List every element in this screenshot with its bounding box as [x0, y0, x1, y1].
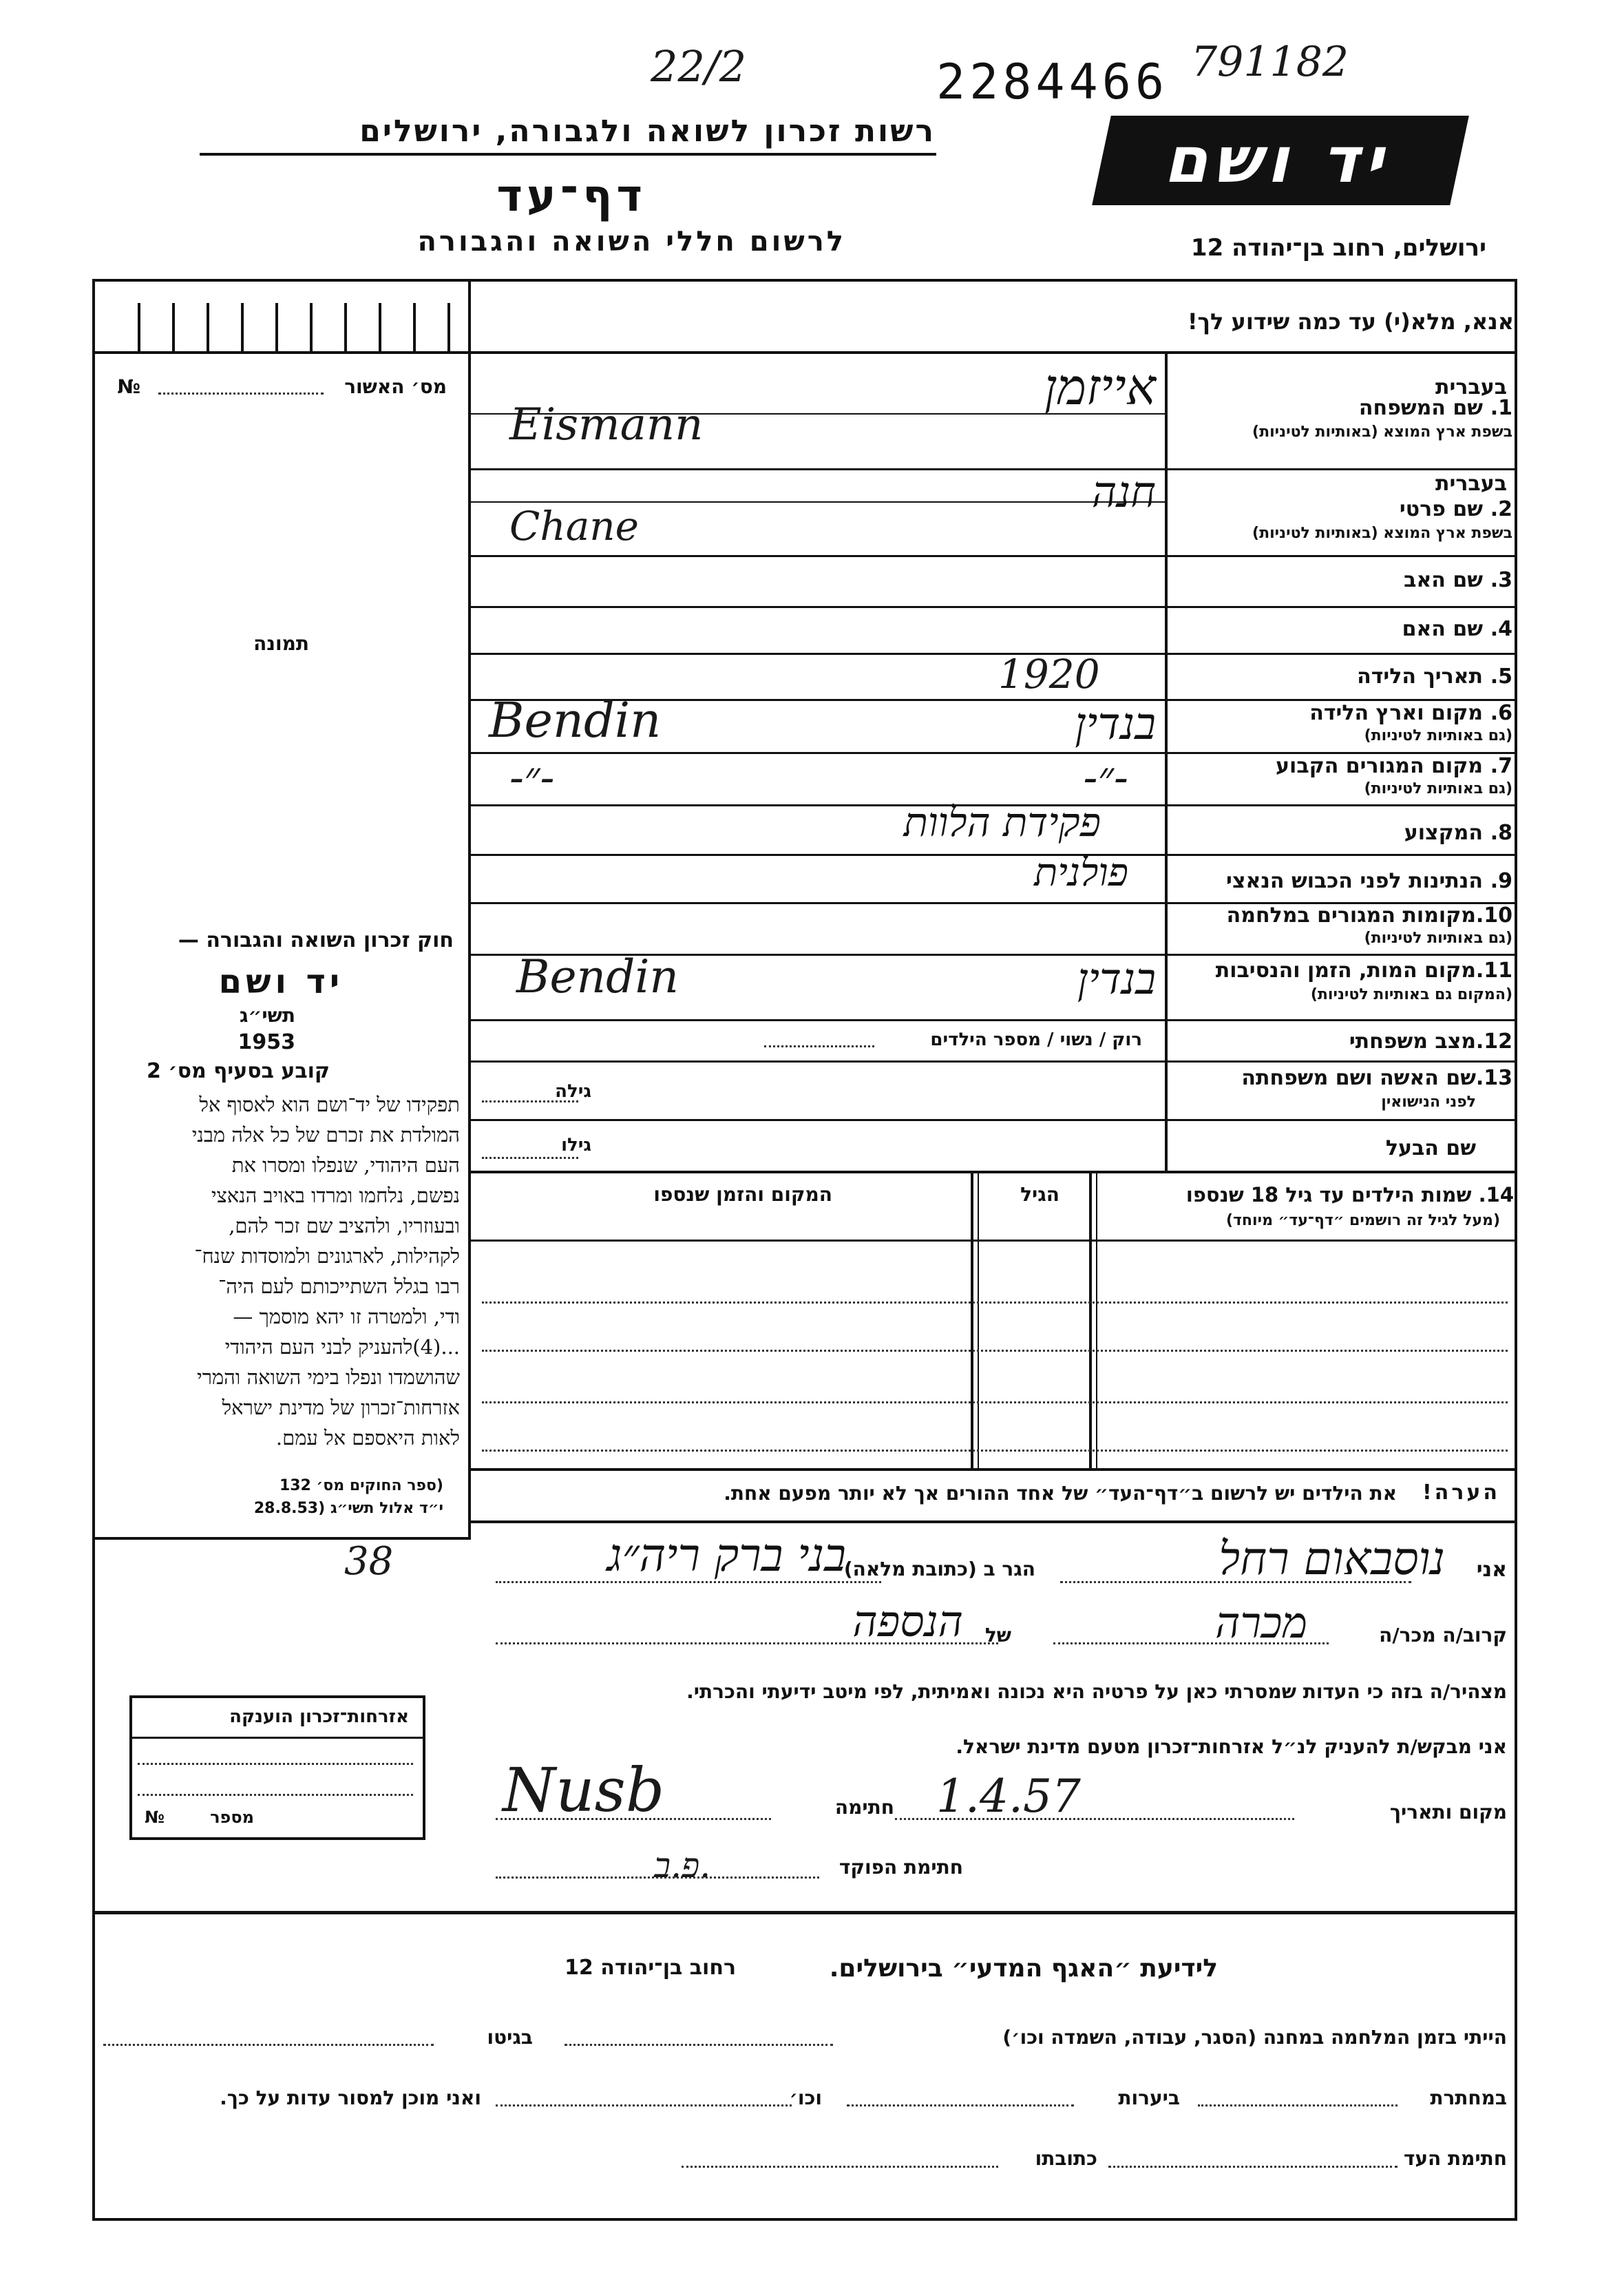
field-11-value-he[interactable]: בנדין — [1077, 954, 1156, 1004]
note-text: את הילדים יש לרשום ב״דף־העד״ של אחד ההורים אך לא יותר מפעם אחת. — [724, 1482, 1397, 1505]
law-line: ...(4)להעניק לבני העם היהודי — [224, 1335, 460, 1359]
children-col-age: הגיל — [1020, 1183, 1059, 1206]
footer-forests-line[interactable] — [847, 2104, 1074, 2106]
field-1-label: שם המשפחה — [1358, 396, 1483, 420]
law-source-date: י״ד אלול תשי״ג (28.8.53 — [253, 1500, 443, 1517]
record-number-handwritten: 791182 — [1191, 38, 1349, 86]
field-8-value[interactable]: פקידת הלוות — [903, 799, 1101, 846]
hebrew-label-2: בעברית — [1435, 472, 1507, 496]
place-date-label: מקום ותאריך — [1389, 1801, 1507, 1823]
signature-label: חתימה — [834, 1796, 894, 1819]
law-text — [98, 1089, 460, 1453]
record-number: 2284466 — [936, 54, 1169, 110]
footer-address-label: כתובתו — [1035, 2147, 1097, 2170]
field-6-value-he[interactable]: בנדין — [1075, 699, 1156, 750]
authority-name: רשות זכרון לשואה ולגבורה, ירושלים — [359, 114, 936, 149]
field-4-num: 4. — [1490, 617, 1512, 641]
field-2-value-latin[interactable]: Chane — [509, 503, 639, 550]
decl-of: של — [984, 1624, 1011, 1646]
field-5-value[interactable]: 1920 — [998, 651, 1100, 698]
law-line: ודי, ולמטרה זו יהא מוסמך — — [233, 1305, 460, 1328]
approval-no-symbol: № — [117, 375, 140, 398]
law-line: לאות היאספם אל עמם. — [275, 1426, 460, 1450]
husband-value: גילו — [561, 1135, 591, 1156]
children-col-divider-2b — [1096, 1171, 1097, 1470]
law-line: המולדת את זכרם של כל אלה מבני — [191, 1123, 460, 1147]
law-source: (ספר החוקים מס׳ 132 — [279, 1477, 443, 1494]
field-2-num: 2. — [1490, 497, 1512, 521]
children-header-divider — [471, 1240, 1517, 1242]
decl-residing: הגר ב (כתובת מלאה) — [843, 1558, 1035, 1580]
row-divider — [471, 468, 1517, 470]
field-7-value-latin[interactable]: -״- — [509, 752, 555, 802]
field-6-label: מקום וארץ הלידה — [1309, 701, 1483, 725]
field-1-value-he[interactable]: אייזמן — [1044, 358, 1156, 416]
field-12-value: רוק / נשוי / מספר הילדים — [930, 1029, 1142, 1050]
law-line: העם היהודי, שנפלו ומסרו את — [231, 1153, 460, 1177]
note-label: הערה! — [1422, 1481, 1500, 1505]
yad-vashem-logo: יד ושם — [1092, 116, 1469, 205]
field-13-label: שם האשה ושם משפחתה — [1241, 1066, 1476, 1090]
footer-heading: לידיעת ״האגף המדעי״ בירושלים. — [829, 1954, 1218, 1983]
field-9-label: הנתינות לפני הכבוש הנאצי — [1226, 869, 1483, 893]
row-divider — [471, 1119, 1517, 1121]
field-6-num: 6. — [1490, 701, 1512, 725]
footer-ready: ואני מוכן למסור עדות על כך. — [220, 2087, 481, 2109]
field-11-num: 11. — [1475, 959, 1512, 983]
field-10-sub: (גם באותיות לטיניות) — [1364, 930, 1512, 947]
field-11-value-latin[interactable]: Bendin — [516, 950, 679, 1003]
footer-address: רחוב בן־יהודה 12 — [565, 1956, 736, 1980]
law-year: 1953 — [238, 1030, 295, 1054]
field-2-label: שם פרטי — [1399, 497, 1483, 521]
field-11-label: מקום המות, הזמן והנסיבות — [1215, 959, 1476, 983]
decl-relative: קרוב/ה מכר/ה — [1379, 1624, 1507, 1646]
tick-strip — [96, 303, 468, 351]
approval-number-label: מס׳ האשור — [344, 375, 447, 398]
children-row-line[interactable] — [482, 1401, 1508, 1403]
children-sub: (מעל לגיל זה רושמים ״דף־עד״ מיוחד) — [1225, 1212, 1500, 1229]
field-9-num: 9. — [1490, 869, 1512, 893]
field-1-sub: בשפת ארץ המוצא (באותיות לטיניות) — [1252, 424, 1512, 441]
children-col-divider-1b — [978, 1171, 979, 1470]
children-label: 14. שמות הילדים עד גיל 18 שנספו — [1185, 1183, 1514, 1206]
declaration-date[interactable]: 1.4.57 — [936, 1770, 1081, 1823]
row-divider — [471, 1060, 1517, 1063]
footer-line1: הייתי בזמן המלחמה במחנה (הסגר, עבודה, השמדה וכו׳) — [1002, 2026, 1507, 2049]
children-col-place: המקום והזמן שנספו — [653, 1183, 832, 1206]
row-divider — [471, 1019, 1517, 1021]
footer-witness-sig-line[interactable] — [1108, 2166, 1398, 2168]
footer-etc-line[interactable] — [496, 2104, 792, 2106]
field-7-label: מקום המגורים הקבוע — [1276, 754, 1483, 778]
officer-signature[interactable]: פ.ב. — [654, 1845, 711, 1885]
citizenship-no-symbol: № — [145, 1808, 165, 1827]
witness-signature[interactable]: Nusb — [503, 1755, 665, 1826]
law-line: תפקידו של יד־ושם הוא לאסוף אל — [199, 1093, 460, 1116]
field-7-sub: (גם באותיות לטיניות) — [1364, 780, 1512, 797]
top-row-divider — [92, 351, 1517, 354]
witness-address[interactable]: בני ברק ריה״ג — [607, 1529, 846, 1582]
field-7-value-he[interactable]: -״- — [1083, 752, 1128, 802]
officer-signature-label: חתימת הפוקד — [839, 1856, 963, 1879]
law-year-he: תשי״ג — [240, 1004, 295, 1027]
field-2-sub: בשפת ארץ המוצא (באותיות לטיניות) — [1252, 525, 1512, 542]
citizenship-title: אזרחות־זכרון הוענקה — [229, 1706, 409, 1727]
law-line: נפשם, נלחמו ומרדו באויב הנאצי — [211, 1184, 460, 1207]
witness-name[interactable]: נוסבאום רחל — [1219, 1532, 1445, 1585]
photo-label: תמונה — [253, 632, 309, 655]
field-3-num: 3. — [1490, 568, 1512, 592]
law-clause: קובע בסעיף מס׳ 2 — [146, 1059, 330, 1083]
field-9-value[interactable]: פולנית — [1034, 850, 1128, 895]
field-6-value-latin[interactable]: Bendin — [489, 692, 662, 749]
footer-forests: ביערות — [1118, 2087, 1180, 2109]
footer-underground: במחתרת — [1430, 2087, 1507, 2109]
field-10-label: מקומות המגורים במלחמה — [1226, 903, 1476, 928]
field-13-sub: לפני הנישואין — [1381, 1094, 1476, 1111]
field-12-label: מצב משפחתי — [1349, 1029, 1476, 1054]
field-3-label: שם האב — [1404, 568, 1483, 592]
note-top-divider — [471, 1468, 1517, 1471]
footer-ghetto: בגיטו — [487, 2026, 533, 2049]
footer-ghetto-line[interactable] — [103, 2044, 434, 2046]
field-8-num: 8. — [1490, 821, 1512, 845]
footer-address-line[interactable] — [682, 2166, 998, 2168]
note-bottom-divider — [471, 1520, 1517, 1523]
footer-underground-line[interactable] — [1198, 2104, 1398, 2106]
decl-request: אני מבקש/ת להעניק לנ״ל אזרחות־זכרון מטעם מדינת ישראל. — [956, 1735, 1507, 1758]
field-2-value-he[interactable]: חנה — [1091, 467, 1156, 517]
row-divider — [471, 653, 1517, 655]
field-4-label: שם האם — [1402, 617, 1483, 641]
field-5-num: 5. — [1490, 665, 1512, 689]
children-row-line[interactable] — [482, 1450, 1508, 1452]
field-6-sub: (גם באותיות לטיניות) — [1364, 727, 1512, 744]
citizenship-number-label: מספר — [210, 1808, 254, 1827]
footer-camp-line[interactable] — [565, 2044, 833, 2046]
law-bottom-divider — [92, 1537, 471, 1540]
field-11-sub: (המקום גם באותיות לטיניות) — [1310, 986, 1512, 1003]
law-line: אזרחות־זכרון של מדינת ישראל — [222, 1396, 460, 1419]
law-line: רבו בגלל השתייכותם לעם היה־ — [218, 1275, 460, 1298]
witness-house-number[interactable]: 38 — [344, 1539, 394, 1584]
field-10-num: 10. — [1475, 903, 1512, 928]
of-whom-value[interactable]: הנספה — [852, 1596, 963, 1646]
children-count-field[interactable] — [764, 1045, 874, 1047]
law-line: לקהילות, לארגונים ולמוסדות שנח־ — [194, 1244, 460, 1268]
field-13-value: גילה — [555, 1081, 591, 1102]
approval-number-field[interactable] — [158, 393, 324, 395]
field-1-num: 1. — [1490, 396, 1512, 420]
field-1-value-latin[interactable]: Eismann — [509, 399, 704, 450]
children-col-divider-2 — [1089, 1171, 1092, 1470]
citizenship-line[interactable] — [138, 1794, 413, 1796]
law-title: חוק זכרון השואה והגבורה — — [178, 928, 454, 952]
footer-divider — [92, 1911, 1517, 1914]
field-12-num: 12. — [1475, 1029, 1512, 1054]
husband-label: שם הבעל — [1385, 1136, 1476, 1160]
label-column-divider — [1165, 351, 1168, 1171]
hebrew-label-1: בעברית — [1435, 375, 1507, 399]
wife-name-field[interactable] — [482, 1100, 578, 1102]
authority-underline — [200, 153, 936, 156]
form-title: דף־עד — [496, 171, 646, 222]
row-divider — [471, 606, 1517, 608]
children-row-line[interactable] — [482, 1301, 1508, 1304]
law-name: יד ושם — [218, 963, 344, 1001]
field-5-label: תאריך הלידה — [1357, 665, 1483, 689]
address: ירושלים, רחוב בן־יהודה 12 — [1190, 234, 1486, 262]
form-subtitle: לרשום חללי השואה והגבורה — [417, 226, 846, 258]
citizenship-line[interactable] — [138, 1763, 413, 1765]
footer-witness-sig: חתימת העד — [1403, 2147, 1507, 2170]
row-divider — [471, 555, 1517, 557]
husband-name-field[interactable] — [482, 1157, 578, 1159]
children-col-divider-1 — [971, 1171, 973, 1470]
law-line: ובעוזריו, ולהציב שם זכר להם, — [229, 1214, 460, 1237]
fill-request: אנא, מלא(י) עד כמה שידוע לך! — [1187, 309, 1514, 335]
children-row-line[interactable] — [482, 1350, 1508, 1352]
relation-value[interactable]: מכרה — [1215, 1598, 1307, 1648]
law-line: שהושמדו ונפלו בימי השואה והמרי — [197, 1366, 460, 1389]
handwritten-code: 22/2 — [651, 41, 747, 92]
row-divider — [471, 1171, 1517, 1173]
decl-ani: אני — [1476, 1558, 1507, 1582]
field-13-num: 13. — [1475, 1066, 1512, 1090]
decl-statement: מצהיר/ה בזה כי העדות שמסרתי כאן על פרטיה היא נכונה ואמיתית, לפי מיטב ידיעתי והכרתי. — [686, 1680, 1507, 1703]
footer-etc: וכו׳ — [789, 2087, 822, 2109]
field-8-label: המקצוע — [1404, 821, 1483, 845]
row-divider — [471, 854, 1517, 856]
field-7-num: 7. — [1490, 754, 1512, 778]
citizenship-title-rule — [129, 1737, 425, 1739]
